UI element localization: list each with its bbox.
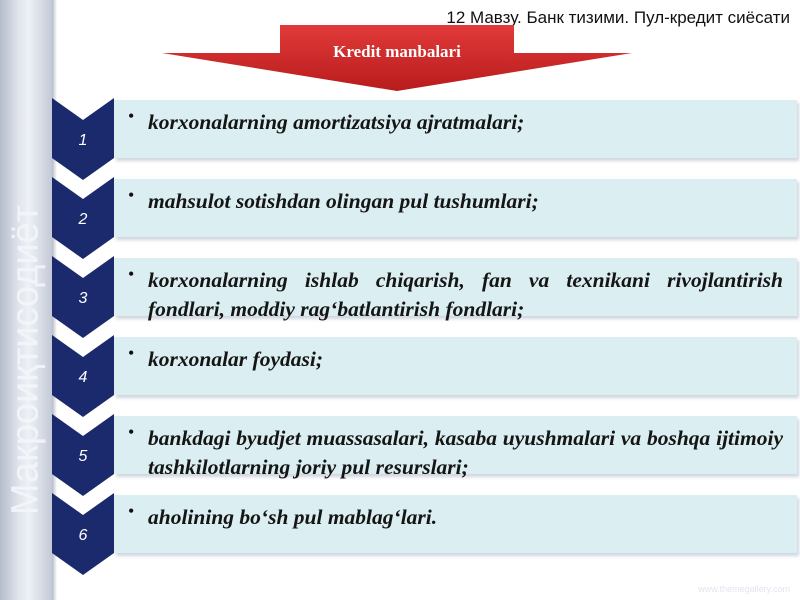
- list-item: [52, 414, 797, 494]
- item-text: korxonalarning amortizatsiya ajratmalari;: [148, 110, 525, 134]
- bullet-icon: •: [128, 106, 135, 126]
- list-item: [52, 256, 797, 336]
- list-item: [52, 335, 797, 415]
- item-content: [128, 266, 783, 324]
- item-number: 6: [78, 527, 88, 544]
- list-item: [52, 98, 797, 178]
- item-number: 3: [78, 290, 88, 307]
- vertical-title: [0, 0, 52, 600]
- list-item: [52, 177, 797, 257]
- item-number: 5: [78, 448, 88, 465]
- bullet-icon: •: [128, 501, 135, 521]
- item-text: bankdagi byudjet muassasalari, kasaba uyushmalari va boshqa ijtimoiy tashkilotlarning joriy pul resurslari;: [148, 426, 783, 479]
- watermark: www.themegallery.com: [698, 584, 790, 594]
- item-content: [128, 503, 783, 532]
- item-text: mahsulot sotishdan olingan pul tushumlari;: [148, 189, 539, 213]
- item-number: 2: [78, 211, 88, 228]
- item-text: aholining bo‘sh pul mablag‘lari.: [148, 505, 438, 529]
- item-content: [128, 345, 783, 374]
- bullet-icon: •: [128, 343, 135, 363]
- title-banner: [162, 25, 632, 95]
- vertical-title-text: Макроиқтисодиёт: [4, 204, 47, 516]
- item-content: [128, 187, 783, 216]
- item-text: korxonalar foydasi;: [148, 347, 323, 371]
- bullet-icon: •: [128, 422, 135, 442]
- bullet-icon: •: [128, 185, 135, 205]
- list-item: [52, 493, 797, 573]
- item-content: [128, 108, 783, 137]
- item-text: korxonalarning ishlab chiqarish, fan va texnikani rivojlantirish fondlari, moddiy rag‘batlantirish fondlari;: [148, 268, 783, 321]
- item-number: 1: [78, 132, 88, 149]
- banner-title: Kredit manbalari: [333, 42, 461, 61]
- bullet-icon: •: [128, 264, 135, 284]
- item-number: 4: [78, 369, 88, 386]
- item-content: [128, 424, 783, 482]
- slide-topic: 12 Мавзу. Банк тизими. Пул-кредит сиёсати: [446, 8, 790, 27]
